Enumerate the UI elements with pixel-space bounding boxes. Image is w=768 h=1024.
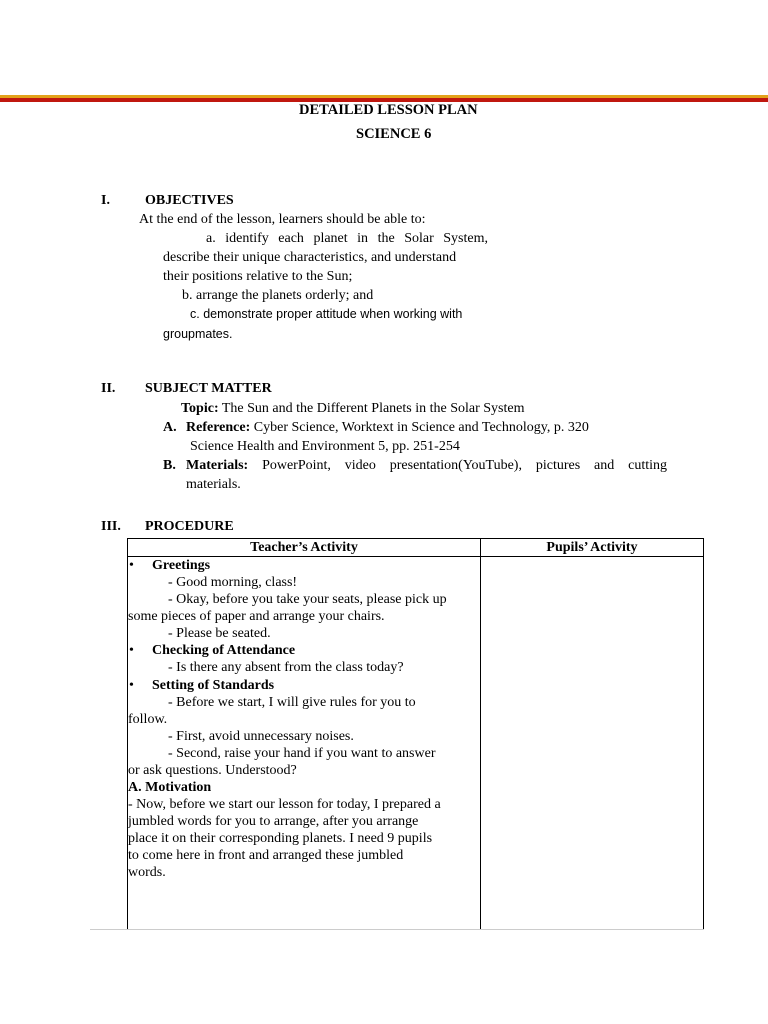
- topic-value: The Sun and the Different Planets in the Solar System: [218, 401, 525, 416]
- attendance-line1: - Is there any absent from the class today?: [168, 660, 404, 675]
- objectives-numeral: I.: [101, 193, 110, 208]
- motivation-line3: place it on their corresponding planets. I need 9 pupils: [128, 831, 433, 846]
- procedure-heading: PROCEDURE: [145, 519, 234, 534]
- pupils-activity-cell: [481, 557, 704, 930]
- pupils-activity-header: Pupils’ Activity: [481, 539, 704, 557]
- standards-line4: - Second, raise your hand if you want to answer: [168, 746, 436, 761]
- subject-matter-heading: SUBJECT MATTER: [145, 381, 272, 396]
- greetings-line1: - Good morning, class!: [168, 575, 298, 590]
- topic-line: [181, 401, 525, 417]
- attendance-heading: Checking of Attendance: [152, 643, 296, 658]
- motivation-heading: A. Motivation: [128, 780, 212, 795]
- objectives-heading: OBJECTIVES: [145, 193, 234, 208]
- bullet-icon: •: [129, 643, 134, 658]
- reference-line: [186, 420, 589, 436]
- reference-value: Cyber Science, Worktext in Science and Technology, p. 320: [250, 420, 589, 435]
- materials-label: Materials:: [186, 458, 249, 473]
- document-subtitle: SCIENCE 6: [356, 126, 432, 142]
- procedure-table-header: [128, 539, 704, 557]
- objective-a-line3: their positions relative to the Sun;: [163, 269, 353, 284]
- reference-line2: Science Health and Environment 5, pp. 251-254: [190, 439, 460, 454]
- standards-line1: - Before we start, I will give rules for you to: [168, 695, 416, 710]
- procedure-table: [127, 538, 704, 930]
- bullet-icon: •: [129, 678, 134, 693]
- materials-line2: materials.: [186, 477, 241, 492]
- materials-letter: B.: [163, 458, 176, 473]
- motivation-line2: jumbled words for you to arrange, after you arrange: [128, 814, 419, 829]
- materials-line: [186, 458, 667, 474]
- materials-value: PowerPoint, video presentation(YouTube), pictures and cutting: [248, 458, 667, 473]
- document-title: DETAILED LESSON PLAN: [299, 102, 478, 118]
- page-divider: [90, 929, 704, 930]
- objective-c-line2: groupmates.: [163, 327, 233, 341]
- objectives-intro: At the end of the lesson, learners should be able to:: [139, 212, 426, 227]
- motivation-line4: to come here in front and arranged these jumbled: [128, 848, 404, 863]
- greetings-line4: - Please be seated.: [168, 626, 271, 641]
- reference-label: Reference:: [186, 420, 251, 435]
- greetings-line3: some pieces of paper and arrange your chairs.: [128, 609, 385, 624]
- bullet-icon: •: [129, 558, 134, 573]
- teacher-activity-cell: [128, 557, 481, 930]
- procedure-table-row: [128, 557, 704, 930]
- procedure-numeral: III.: [101, 519, 121, 534]
- objective-b: b. arrange the planets orderly; and: [182, 288, 374, 303]
- objective-c-line1: c. demonstrate proper attitude when working with: [190, 307, 463, 321]
- greetings-line2: - Okay, before you take your seats, please pick up: [168, 592, 447, 607]
- motivation-line5: words.: [128, 865, 166, 880]
- standards-line5: or ask questions. Understood?: [128, 763, 297, 778]
- topic-label: Topic:: [181, 401, 219, 416]
- standards-heading: Setting of Standards: [152, 678, 275, 693]
- greetings-heading: Greetings: [152, 558, 211, 573]
- objective-a-line1: a. identify each planet in the Solar System,: [206, 231, 488, 246]
- teacher-activity-header: Teacher’s Activity: [128, 539, 481, 557]
- subject-matter-numeral: II.: [101, 381, 116, 396]
- reference-letter: A.: [163, 420, 177, 435]
- standards-line3: - First, avoid unnecessary noises.: [168, 729, 354, 744]
- motivation-line1: - Now, before we start our lesson for today, I prepared a: [128, 797, 441, 812]
- standards-line2: follow.: [128, 712, 168, 727]
- objective-a-line2: describe their unique characteristics, and understand: [163, 250, 457, 265]
